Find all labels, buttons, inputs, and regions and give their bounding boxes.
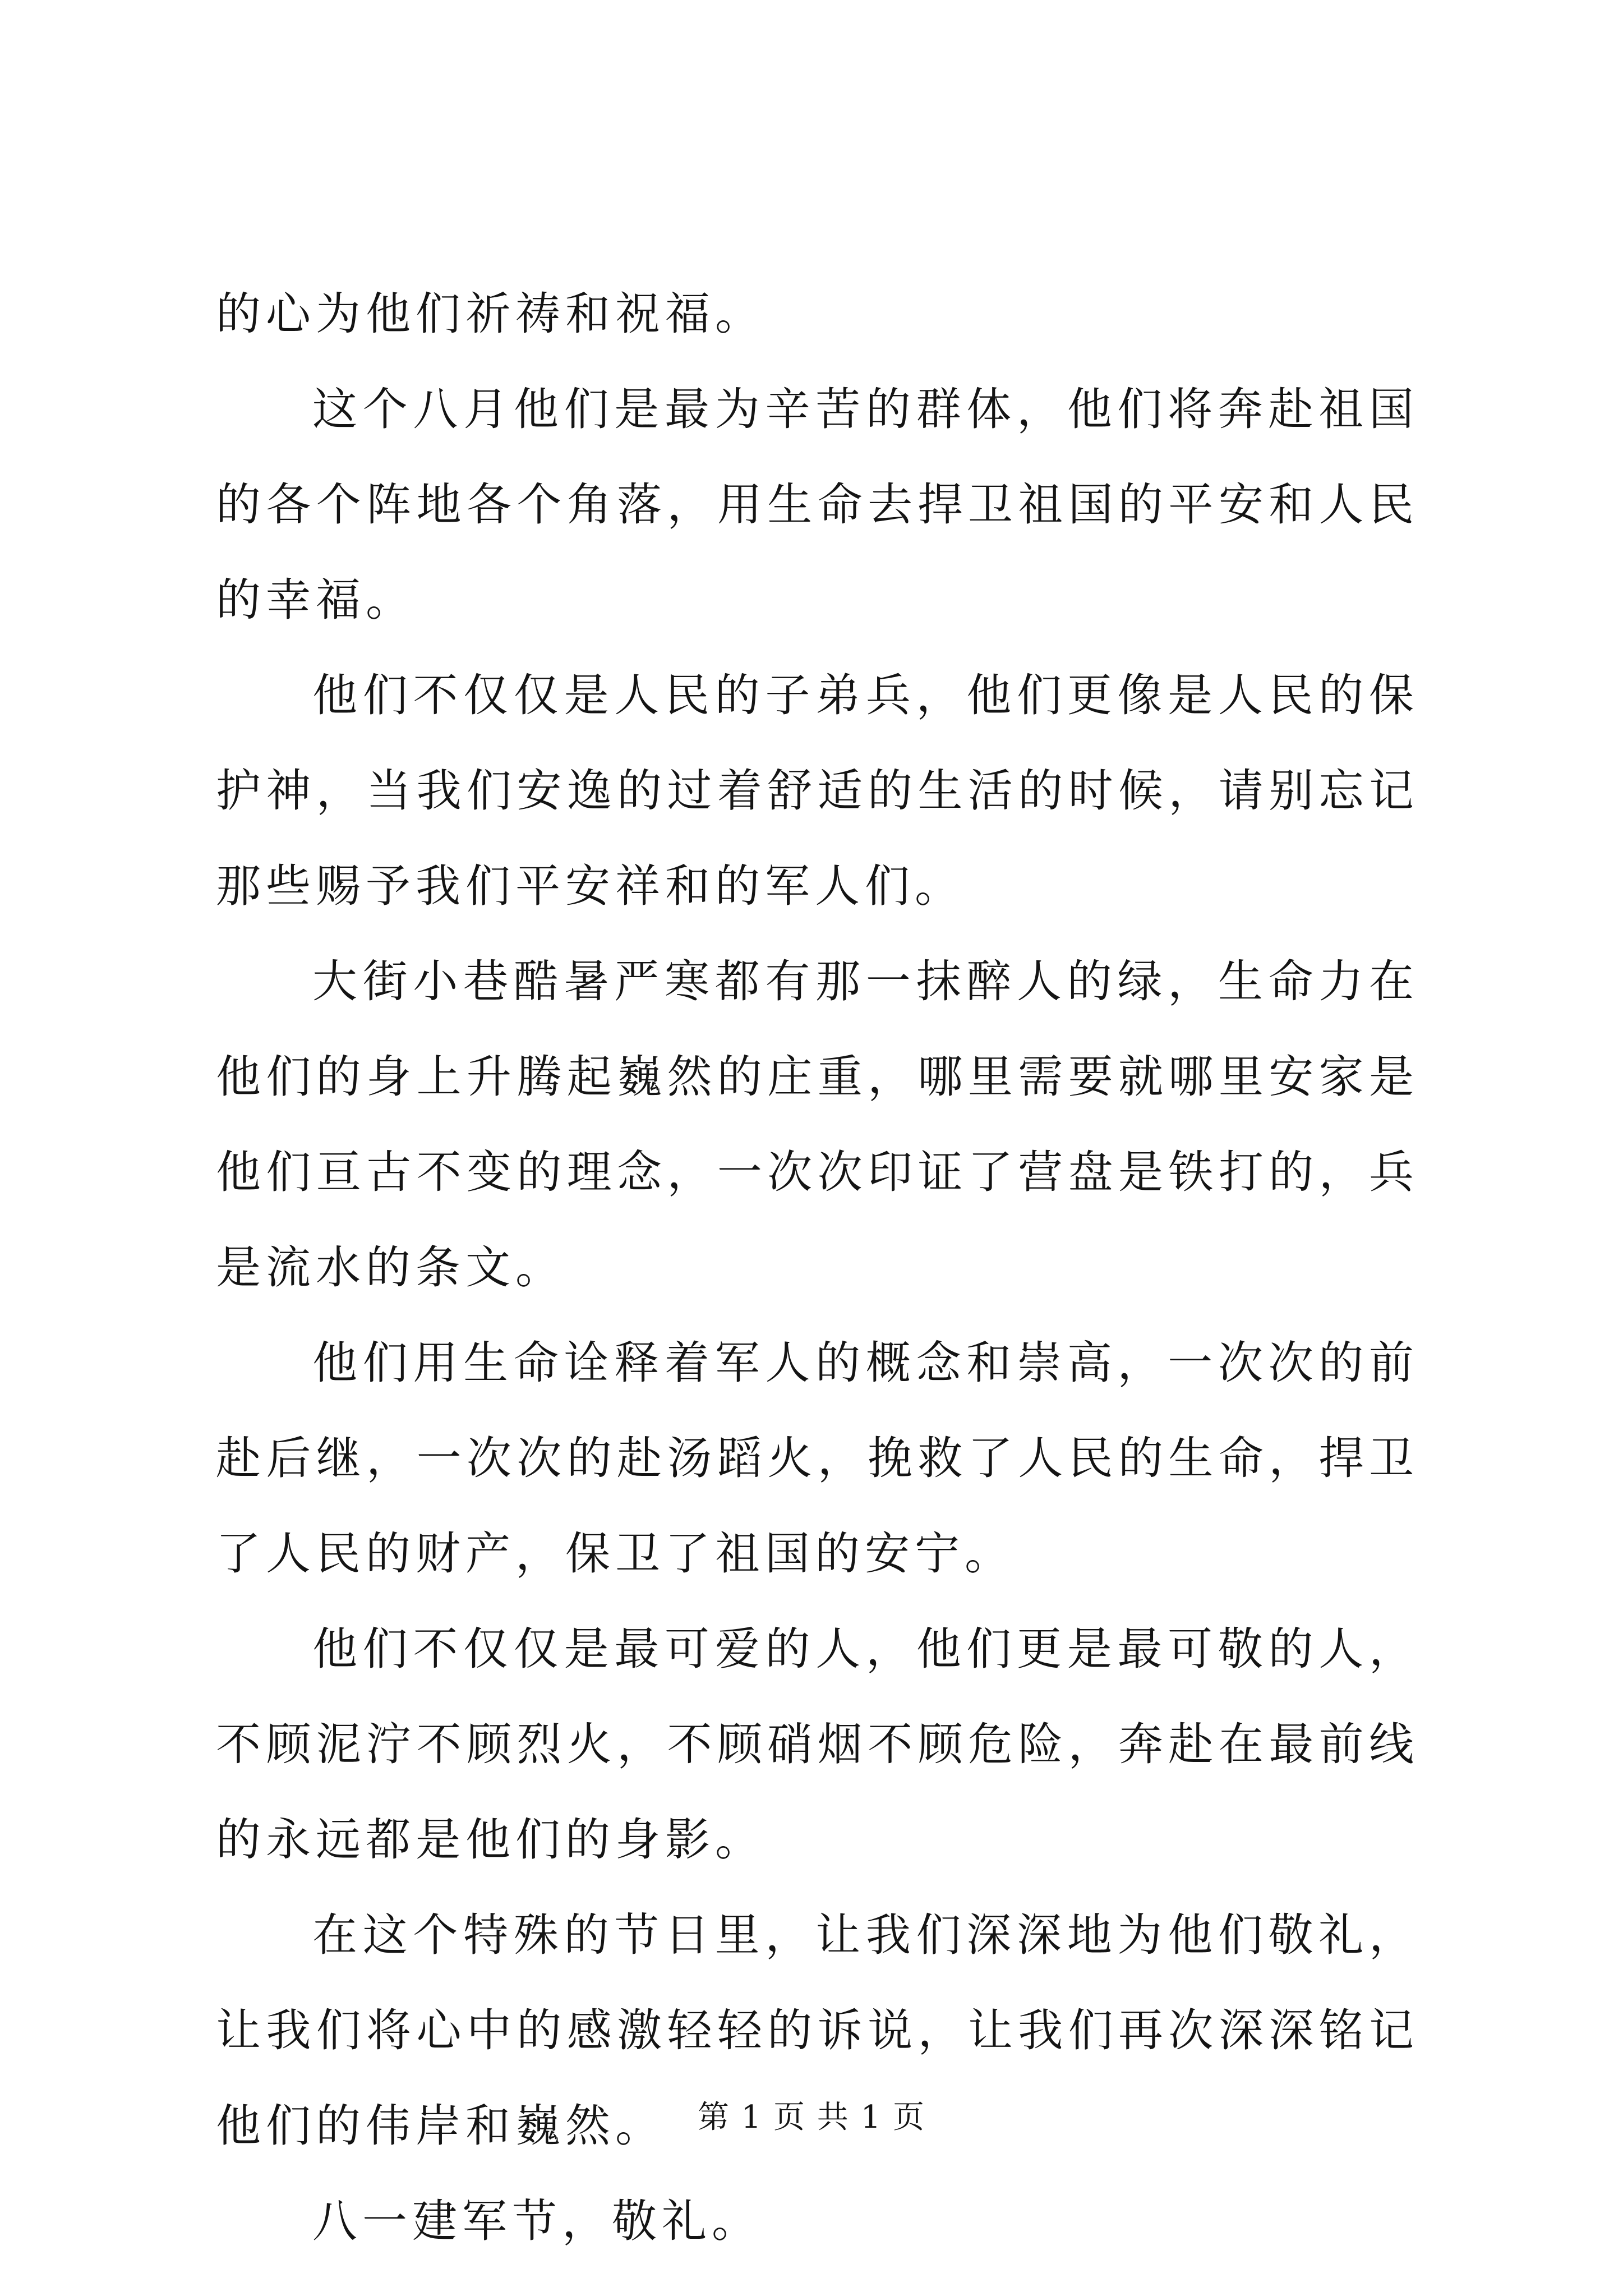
paragraph-7: 在这个特殊的节日里，让我们深深地为他们敬礼，让我们将心中的感激轻轻的诉说，让我们再次深深铭记他们的伟岸和巍然。 xyxy=(216,1909,1419,2152)
paragraph-2: 这个八月他们是最为辛苦的群体，他们将奔赴祖国的各个阵地各个角落，用生命去捍卫祖国的平安和人民的幸福。 xyxy=(216,383,1419,626)
paragraph-8: 八一建军节，敬礼。 xyxy=(312,2195,762,2247)
paragraph-3: 他们不仅仅是人民的子弟兵，他们更像是人民的保护神，当我们安逸的过着舒适的生活的时候，请别忘记那些赐予我们平安祥和的军人们。 xyxy=(216,669,1419,912)
paragraph-6: 他们不仅仅是最可爱的人，他们更是最可敬的人，不顾泥泞不顾烈火，不顾硝烟不顾危险，奔赴在最前线的永远都是他们的身影。 xyxy=(216,1623,1419,1866)
paragraph-4: 大街小巷酷暑严寒都有那一抹醉人的绿，生命力在他们的身上升腾起巍然的庄重，哪里需要就哪里安家是他们亘古不变的理念，一次次印证了营盘是铁打的，兵是流水的条文。 xyxy=(216,955,1419,1294)
page-footer: 第 1 页 共 1 页 xyxy=(697,2099,926,2136)
paragraph-5: 他们用生命诠释着军人的概念和崇高，一次次的前赴后继，一次次的赴汤蹈火，挽救了人民的生命，捍卫了人民的财产，保卫了祖国的安宁。 xyxy=(216,1337,1419,1580)
document-body xyxy=(216,266,1419,2269)
paragraph-1: 的心为他们祈祷和祝福。 xyxy=(216,288,765,340)
